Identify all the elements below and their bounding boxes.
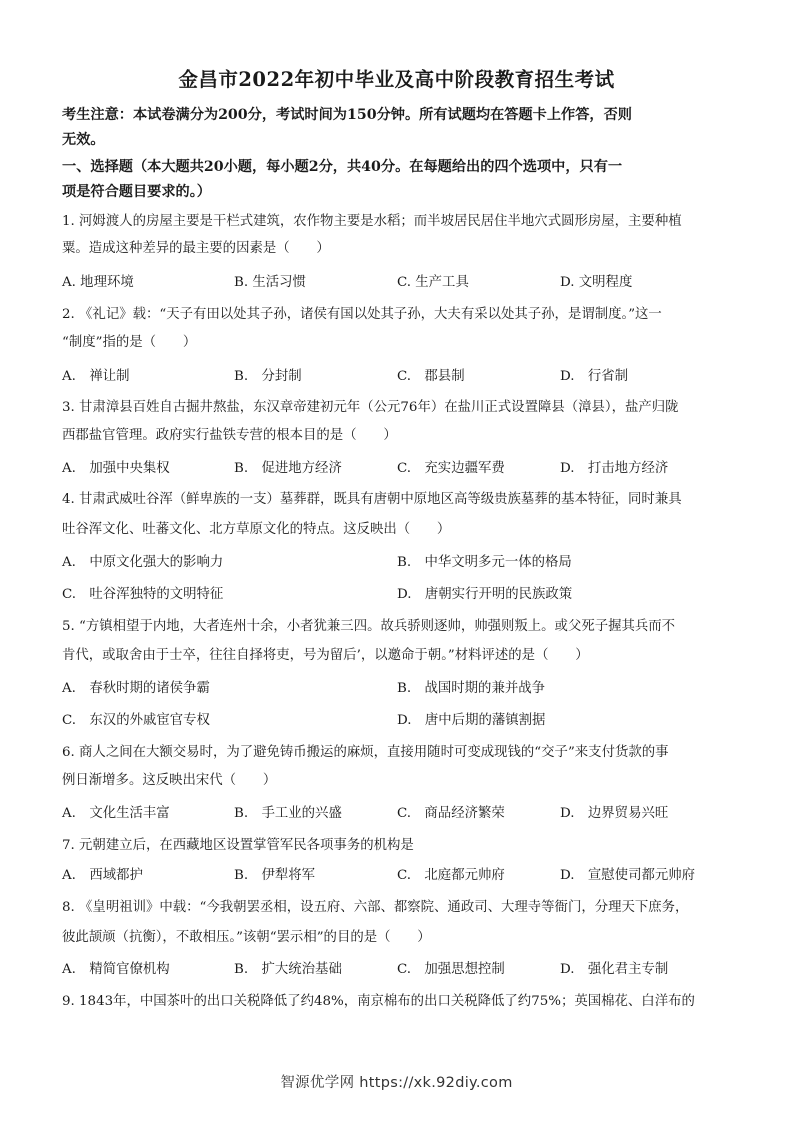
question-4-option-b: B. 中华文明多元一体的格局 — [397, 555, 572, 570]
question-3-option-b: B. 促进地方经济 — [234, 461, 342, 476]
question-6-option-b: B. 手工业的兴盛 — [234, 806, 342, 821]
question-3-option-d: D. 打击地方经济 — [560, 461, 669, 476]
question-8-option-c: C. 加强思想控制 — [397, 962, 505, 977]
question-3-option-a: A. 加强中央集权 — [62, 461, 170, 476]
question-8-text-cont: 彼此颉颃（抗衡），不敢相压。”该朝“罢示相”的目的是（ ） — [62, 930, 431, 945]
question-2-option-b: B. 分封制 — [234, 369, 302, 384]
question-5-option-b: B. 战国时期的兼并战争 — [397, 681, 546, 696]
exam-notice: 考生注意：本试卷满分为200分，考试时间为150分钟。所有试题均在答题卡上作答，否则 — [62, 107, 632, 123]
question-2-option-c: C. 郡县制 — [397, 369, 465, 384]
question-8-option-a: A. 精简官僚机构 — [62, 962, 170, 977]
question-5-text-cont: 肯代，或取舍由于士卒，往往自择将吏，号为留后’，以邀命于朝。”材料评述的是（ ） — [62, 648, 589, 663]
question-7-option-d: D. 宣慰使司都元帅府 — [560, 868, 696, 883]
question-3-text: 3. 甘肃漳县百姓自古掘井熬盐，东汉章帝建初元年（公元76年）在盐川正式设置障县（漳县），盐产归陇 — [62, 400, 679, 415]
question-5-option-a: A. 春秋时期的诸侯争霸 — [62, 681, 210, 696]
exam-notice-cont: 无效。 — [62, 132, 105, 148]
question-6-option-a: A. 文化生活丰富 — [62, 806, 170, 821]
question-1-option-c: C. 生产工具 — [397, 275, 469, 290]
question-7-option-c: C. 北庭都元帅府 — [397, 868, 505, 883]
question-4-option-d: D. 唐朝实行开明的民族政策 — [397, 587, 573, 602]
question-7-option-b: B. 伊犁将军 — [234, 868, 316, 883]
question-5-text: 5. “方镇相望于内地，大者连州十余，小者犹兼三四。故兵骄则逐帅，帅强则叛上。或父死子握其兵而不 — [62, 619, 676, 634]
question-8-option-d: D. 强化君主专制 — [560, 962, 669, 977]
question-7-text: 7. 元朝建立后，在西藏地区设置掌管军民各项事务的机构是 — [62, 838, 414, 853]
question-2-text: 2. 《礼记》载：“天子有田以处其子孙，诸侯有国以处其子孙，大夫有采以处其子孙，是谓制度。”这一 — [62, 307, 662, 322]
page-title: 金昌市2022年初中毕业及高中阶段教育招生考试 — [178, 68, 615, 91]
question-7-option-a: A. 西域都护 — [62, 868, 143, 883]
question-3-text-cont: 西郡盐官管理。政府实行盐铁专营的根本目的是（ ） — [62, 428, 397, 443]
question-5-option-d: D. 唐中后期的藩镇割据 — [397, 713, 546, 728]
question-3-option-c: C. 充实边疆军费 — [397, 461, 505, 476]
question-2-option-a: A. 禅让制 — [62, 369, 130, 384]
question-1-option-d: D. 文明程度 — [560, 275, 633, 290]
question-9-text: 9. 1843年，中国茶叶的出口关税降低了约48%，南京棉布的出口关税降低了约75%；英国棉花、白洋布的 — [62, 994, 695, 1009]
question-4-option-a: A. 中原文化强大的影响力 — [62, 555, 224, 570]
question-4-text-cont: 吐谷浑文化、吐蕃文化、北方草原文化的特点。这反映出（ ） — [62, 522, 451, 537]
question-4-option-c: C. 吐谷浑独特的文明特征 — [62, 587, 224, 602]
question-6-option-c: C. 商品经济繁荣 — [397, 806, 505, 821]
question-1-option-b: B. 生活习惯 — [234, 275, 306, 290]
question-4-text: 4. 甘肃武威吐谷浑（鲜卑族的一支）墓葬群，既具有唐朝中原地区高等级贵族墓葬的基本特征，同时兼具 — [62, 492, 682, 507]
question-6-text: 6. 商人之间在大额交易时，为了避免铸币搬运的麻烦，直接用随时可变成现钱的“交子”来支付货款的事 — [62, 745, 669, 760]
section-heading: 一、选择题（本大题共20小题，每小题2分，共40分。在每题给出的四个选项中，只有一 — [62, 159, 623, 175]
question-1-text-cont: 粟。造成这种差异的最主要的因素是（ ） — [62, 241, 330, 256]
question-2-option-d: D. 行省制 — [560, 369, 629, 384]
question-2-text-cont: “制度”指的是（ ） — [62, 335, 197, 350]
footer-watermark: 智源优学网 https://xk.92diy.com — [280, 1075, 513, 1091]
section-heading-cont: 项是符合题目要求的。） — [62, 184, 211, 200]
question-6-text-cont: 例日渐增多。这反映出宋代（ ） — [62, 773, 277, 788]
question-1-option-a: A. 地理环境 — [62, 275, 134, 290]
question-6-option-d: D. 边界贸易兴旺 — [560, 806, 669, 821]
question-1-text: 1. 河姆渡人的房屋主要是干栏式建筑，农作物主要是水稻；而半坡居民居住半地穴式圆形房屋，主要种植 — [62, 214, 682, 229]
question-8-text: 8. 《皇明祖训》中载：“今我朝罢丞相，设五府、六部、都察院、通政司、大理寺等衙门，分理天下庶务， — [62, 900, 689, 915]
question-8-option-b: B. 扩大统治基础 — [234, 962, 342, 977]
question-5-option-c: C. 东汉的外戚宦官专权 — [62, 713, 210, 728]
